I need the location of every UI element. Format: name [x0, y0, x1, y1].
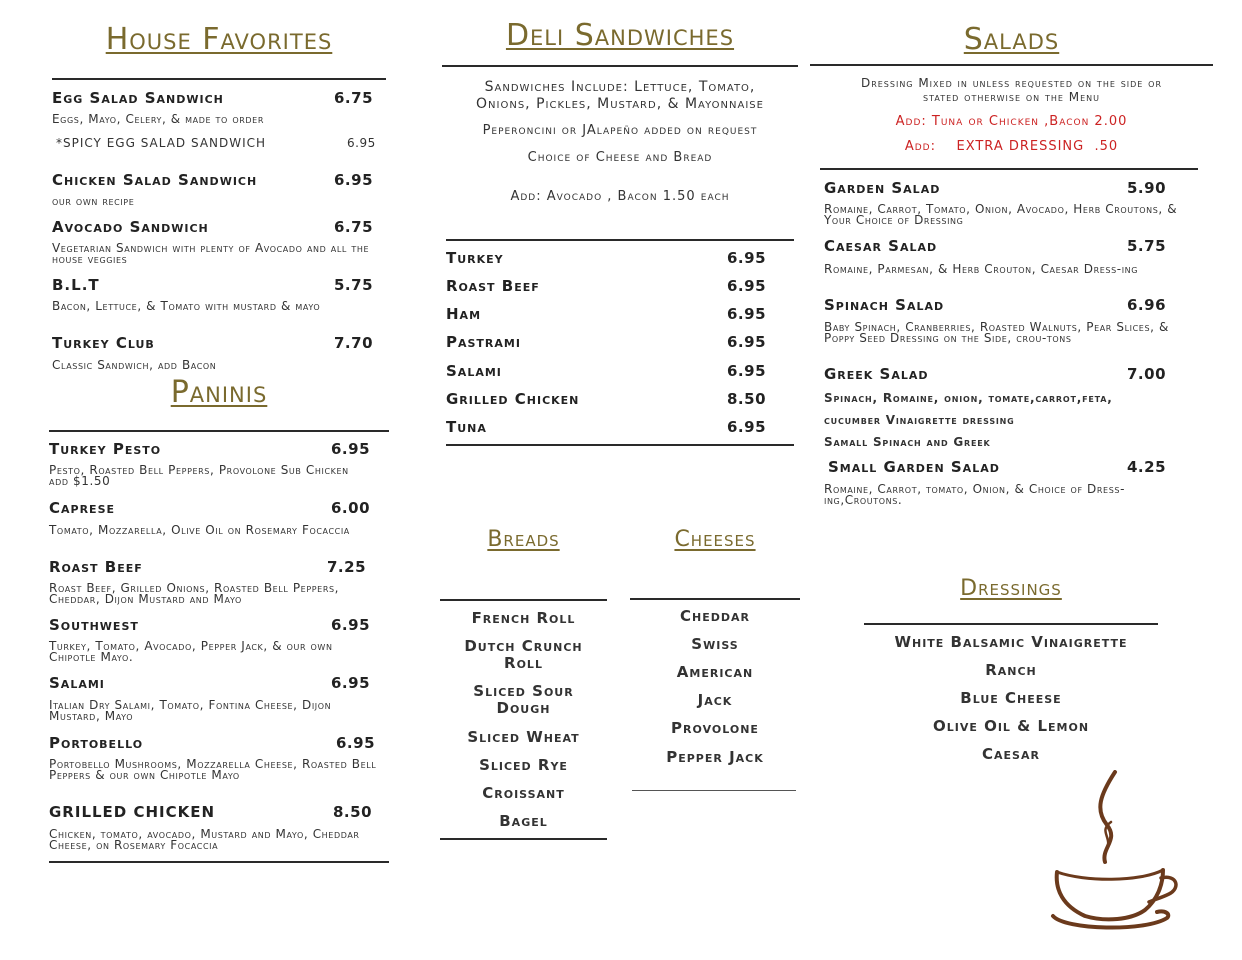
menu-item-price: 6.95 [727, 333, 767, 351]
bread-item: Sliced Sour Dough [473, 682, 574, 717]
cheeses-top-rule [630, 598, 800, 600]
deli-top-rule [442, 65, 798, 67]
menu-item-desc: Vegetarian Sandwich with plenty of Avocado and all the house veggies [52, 241, 370, 266]
menu-item-desc: Eggs, Mayo, Celery, & made to order [52, 112, 264, 126]
menu-item-name: Chicken Salad Sandwich [52, 171, 258, 189]
menu-item-name: Turkey Pesto [49, 440, 162, 458]
menu-item-desc: Portobello Mushrooms, Mozzarella Cheese, Roasted Bell Peppers & our own Chipotle Mayo [49, 757, 377, 782]
house-favorites-title: House Favorites [105, 22, 333, 57]
menu-item-name: Egg Salad Sandwich [52, 89, 224, 107]
deli-list-top-rule [446, 239, 794, 241]
menu-item-price: 6.96 [1127, 296, 1167, 314]
breads-top-rule [440, 599, 607, 601]
menu-item-price: 6.95 [727, 418, 767, 436]
menu-item-name: Pastrami [446, 333, 521, 351]
menu-item-desc: Turkey, Tomato, Avocado, Pepper Jack, & our own Chipotle Mayo. [49, 639, 333, 664]
menu-item-price: 8.50 [727, 390, 767, 408]
menu-item-price: 6.75 [334, 218, 374, 236]
coffee-cup-icon [1045, 770, 1185, 935]
menu-item-name: Southwest [49, 616, 139, 634]
bread-item: Sliced Rye [479, 756, 568, 774]
menu-item-desc: Classic Sandwich, add Bacon [52, 358, 217, 372]
menu-item-desc: Romaine, Carrot, Tomato, Onion, Avocado, Herb Croutons, & Your Choice of Dressing [824, 202, 1178, 227]
menu-item-price: 5.75 [1127, 237, 1167, 255]
menu-item-price: 6.95 [727, 277, 767, 295]
menu-item-desc: Samall Spinach and Greek [824, 435, 991, 449]
menu-item-name: Small Garden Salad [828, 458, 1000, 476]
menu-item-desc: Chicken, tomato, avocado, Mustard and Mayo, Cheddar Cheese, on Rosemary Focaccia [49, 827, 360, 852]
cheese-item: Jack [697, 691, 733, 709]
dressing-item: White Balsamic Vinaigrette [894, 633, 1128, 651]
menu-item-desc: Romaine, Parmesan, & Herb Crouton, Caesar Dress-ing [824, 262, 1139, 276]
cheese-item: Pepper Jack [666, 748, 764, 766]
house-top-rule [52, 78, 386, 80]
menu-item-name: Turkey [446, 249, 504, 267]
menu-item-name: Salami [49, 674, 105, 692]
menu-item-desc: Tomato, Mozzarella, Olive Oil on Rosemary Focaccia [49, 523, 350, 537]
salads-add-note: Add: Tuna or Chicken ,Bacon 2.00 [895, 114, 1128, 129]
menu-item-price: 7.00 [1127, 365, 1167, 383]
menu-item-name: Roast Beef [49, 558, 143, 576]
menu-item-desc: our own recipe [52, 194, 135, 208]
dressing-item: Ranch [985, 661, 1037, 679]
breads-title: Breads [487, 527, 560, 552]
menu-item-price: 6.95 [336, 734, 376, 752]
menu-item-price: 6.75 [334, 89, 374, 107]
menu-item-price: 6.95 [727, 249, 767, 267]
menu-item-name: Garden Salad [824, 179, 941, 197]
menu-item-name: Caprese [49, 499, 116, 517]
menu-item-name: B.L.T [52, 276, 100, 294]
salads-top-rule [810, 64, 1213, 66]
menu-item-price: 6.95 [334, 171, 374, 189]
dressing-item: Olive Oil & Lemon [932, 717, 1090, 735]
dressing-item: Blue Cheese [960, 689, 1062, 707]
cheeses-bottom-rule [632, 790, 796, 791]
paninis-title: Paninis [170, 375, 268, 410]
menu-item-price: 4.25 [1127, 458, 1167, 476]
deli-list-bottom-rule [446, 444, 794, 446]
bread-item: French Roll [471, 609, 576, 627]
menu-item-desc: Bacon, Lettuce, & Tomato with mustard & mayo [52, 299, 321, 313]
dressing-item: Caesar [982, 745, 1040, 763]
menu-item-name: Grilled Chicken [446, 390, 580, 408]
menu-item-desc: Baby Spinach, Cranberries, Roasted Walnuts, Pear Slices, & Poppy Seed Dressing on the Side, crou-tons [824, 320, 1169, 345]
menu-item-price: 5.75 [334, 276, 374, 294]
menu-item-name: Portobello [49, 734, 144, 752]
paninis-bottom-rule [49, 861, 389, 863]
menu-item-name: Turkey Club [52, 334, 155, 352]
menu-item-desc: cucumber Vinaigrette dressing [824, 413, 1015, 427]
menu-item-price: 6.95 [727, 305, 767, 323]
deli-note: Sandwiches Include: Lettuce, Tomato, [484, 79, 756, 95]
menu-item-price: 7.70 [334, 334, 374, 352]
cheese-item: Provolone [671, 719, 759, 737]
menu-item-price: 5.90 [1127, 179, 1167, 197]
menu-item-desc: Italian Dry Salami, Tomato, Fontina Cheese, Dijon Mustard, Mayo [49, 698, 332, 723]
menu-item-name: Roast Beef [446, 277, 540, 295]
salads-title: Salads [963, 22, 1060, 57]
cheese-item: Cheddar [680, 607, 750, 625]
dressings-top-rule [864, 623, 1158, 625]
cheeses-title: Cheeses [674, 527, 756, 552]
menu-item-price: 6.95 [347, 136, 376, 150]
menu-item-name: GRILLED CHICKEN [49, 803, 216, 821]
bread-item: Croissant [482, 784, 565, 802]
menu-item-desc: Roast Beef, Grilled Onions, Roasted Bell Peppers, Cheddar, Dijon Mustard and Mayo [49, 581, 340, 606]
menu-item-price: 6.95 [331, 440, 371, 458]
salads-add-note: Add: EXTRA DRESSING .50 [904, 139, 1119, 154]
menu-item-price: 7.25 [327, 558, 367, 576]
menu-item-name: Spinach Salad [824, 296, 945, 314]
bread-item: Dutch Crunch Roll [464, 637, 583, 672]
deli-note: Peperoncini or JAlapeño added on request [482, 123, 758, 138]
deli-note: Add: Avocado , Bacon 1.50 each [510, 189, 730, 204]
deli-note: Onions, Pickles, Mustard, & Mayonnaise [476, 96, 764, 112]
bread-item: Bagel [499, 812, 548, 830]
dressings-title: Dressings [960, 576, 1062, 601]
deli-sandwiches-title: Deli Sandwiches [505, 18, 735, 53]
salads-list-top-rule [820, 168, 1198, 170]
menu-item-desc: Romaine, Carrot, tomato, Onion, & Choice of Dress-ing,Croutons. [824, 482, 1125, 507]
menu-item-name: Tuna [446, 418, 487, 436]
menu-item-name: Salami [446, 362, 502, 380]
paninis-top-rule [49, 430, 389, 432]
menu-item-name: Greek Salad [824, 365, 929, 383]
menu-item-price: 6.95 [331, 616, 371, 634]
deli-note: Choice of Cheese and Bread [527, 150, 713, 165]
menu-item-name: Caesar Salad [824, 237, 938, 255]
salads-note: stated otherwise on the Menu [923, 90, 1100, 104]
menu-item-name: Avocado Sandwich [52, 218, 209, 236]
menu-item-price: 6.95 [727, 362, 767, 380]
menu-item-desc: Pesto, Roasted Bell Peppers, Provolone Sub Chicken add $1.50 [49, 463, 349, 488]
menu-item-name: Ham [446, 305, 482, 323]
menu-item-desc: Spinach, Romaine, onion, tomate,carrot,feta, [824, 391, 1113, 405]
salads-note: Dressing Mixed in unless requested on the side or [860, 76, 1163, 90]
menu-item-price: 8.50 [333, 803, 373, 821]
cheese-item: American [676, 663, 754, 681]
menu-item-name: *SPICY EGG SALAD SANDWICH [56, 136, 267, 150]
menu-item-price: 6.95 [331, 674, 371, 692]
bread-item: Sliced Wheat [467, 728, 580, 746]
breads-bottom-rule [440, 838, 607, 840]
menu-item-price: 6.00 [331, 499, 371, 517]
cheese-item: Swiss [691, 635, 739, 653]
